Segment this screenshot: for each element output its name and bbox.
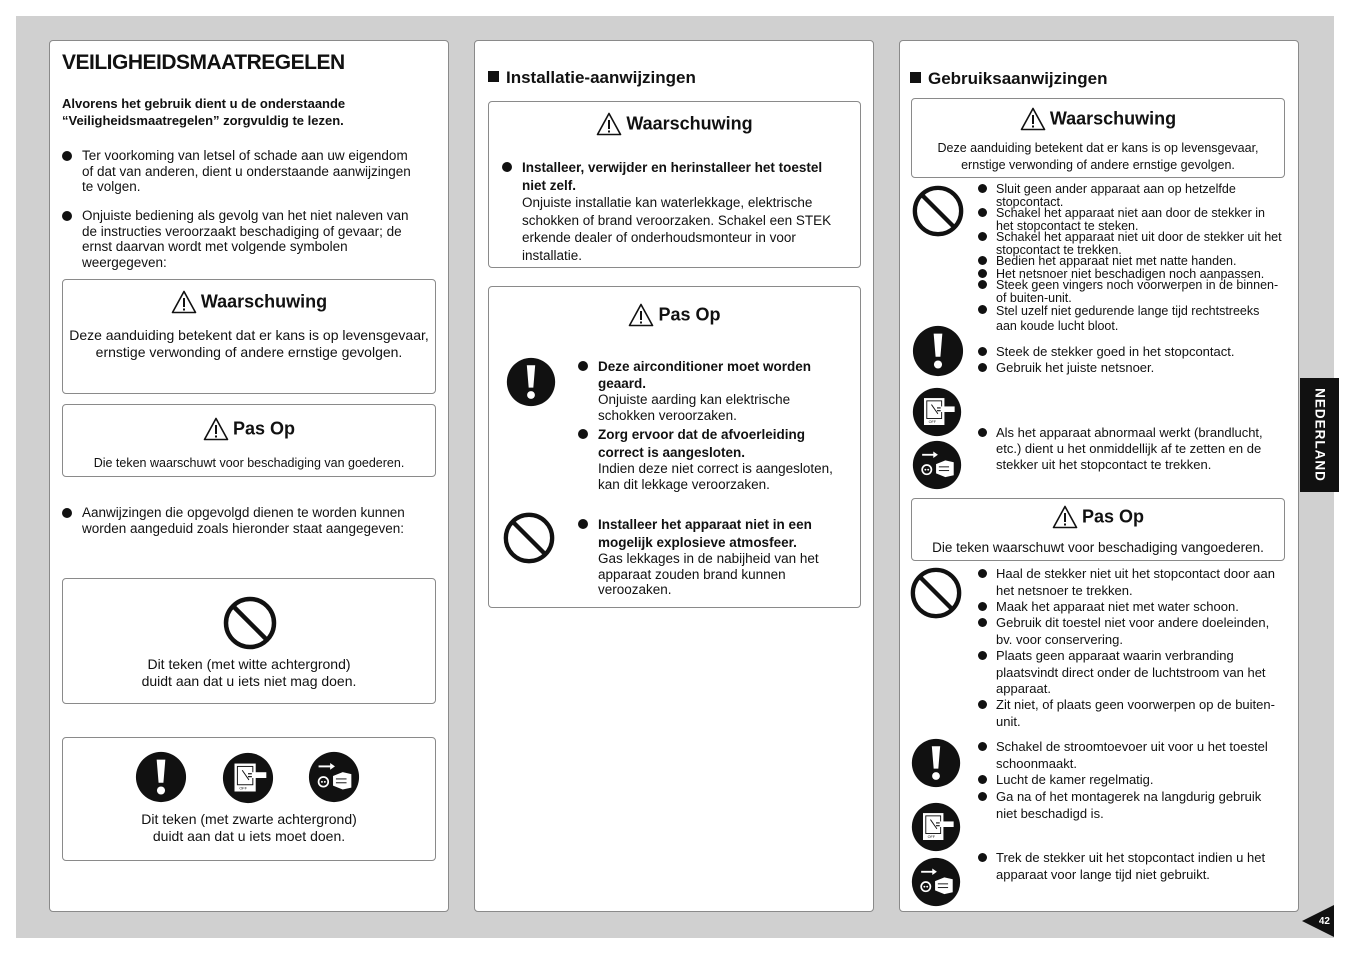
list-item: Schakel de stroomtoevoer uit voor u het toestel schoonmaakt. xyxy=(978,739,1283,772)
warning-triangle-icon xyxy=(596,112,622,136)
intro-text: Alvorens het gebruik dient u de onderstaande “Veiligheidsmaatregelen” zorgvuldig te lezen. xyxy=(62,96,346,128)
warning-legend-box xyxy=(62,279,436,394)
prohibition-icon xyxy=(222,595,278,651)
prohibition-icon xyxy=(911,184,965,238)
bullet-icon xyxy=(978,602,987,611)
bullet-icon xyxy=(978,853,987,862)
section-title-usage: Gebruiksaanwijzingen xyxy=(910,69,1108,89)
list-item: Stel uzelf niet gedurende lange tijd rechtstreeks aan koude lucht bloot. xyxy=(978,304,1283,334)
list-item: Zit niet, of plaats geen voorwerpen op de buiten-unit. xyxy=(978,697,1283,730)
bullet-icon xyxy=(978,775,987,784)
list-item: Steek de stekker goed in het stopcontact. xyxy=(978,344,1283,360)
bullet-icon xyxy=(978,569,987,578)
prohibition-icon xyxy=(909,566,963,620)
usage-panel xyxy=(899,40,1299,912)
list-item: Sluit geen ander apparaat aan op hetzelfde stopcontact. xyxy=(978,183,1283,208)
list-item: Deze airconditioner moet worden geaard. Onjuiste aarding kan elektrische schokken veroorzaken. xyxy=(578,358,843,423)
list-item: Installeer het apparaat niet in een mogelijk explosieve atmosfeer. Gas lekkages in de nabijheid van het apparaat zouden brand kunnen veroozaken. xyxy=(578,516,843,598)
list-item: Onjuiste bediening als gevolg van het niet naleven van de instructies veroorzaakt beschadiging of gevaar; de ernst daarvan wordt met volgende symbolen weergegeven: xyxy=(62,208,422,270)
prohibition-symbol-box xyxy=(62,578,436,704)
mandatory-symbol-text: Dit teken (met zwarte achtergrond) duidt aan dat u iets moet doen. xyxy=(141,811,357,844)
plug-in-icon xyxy=(911,386,963,438)
page-title: VEILIGHEIDSMAATREGELEN xyxy=(62,51,345,74)
warning-triangle-icon xyxy=(203,417,229,441)
bullet-icon xyxy=(978,792,987,801)
caution-heading: Pas Op xyxy=(63,417,435,441)
warning-heading: Waarschuwing xyxy=(912,107,1284,131)
bullet-icon xyxy=(62,151,72,161)
bullet-icon xyxy=(978,347,987,356)
list-item: Gebruik het juiste netsnoer. xyxy=(978,360,1283,376)
bullet-icon xyxy=(978,363,987,372)
list-item: Aanwijzingen die opgevolgd dienen te worden kunnen worden aangeduid zoals hieronder staat aangegeven: xyxy=(62,505,422,536)
plug-in-icon xyxy=(221,751,275,805)
bullet-icon xyxy=(978,208,987,217)
list-item: Haal de stekker niet uit het stopcontact door aan het netsnoer te trekken. xyxy=(978,566,1283,599)
installation-caution-box xyxy=(488,286,861,608)
bullet-icon xyxy=(978,700,987,709)
bullet-icon xyxy=(502,162,512,172)
list-item: Bedien het apparaat niet met natte handen. xyxy=(978,255,1283,268)
warning-legend-text: Deze aanduiding betekent dat er kans is op levensgevaar, ernstige verwonding of andere ernstige gevolgen. xyxy=(937,141,1259,172)
bullet-icon xyxy=(978,742,987,751)
installation-warning-box xyxy=(488,101,861,268)
bullet-icon xyxy=(578,429,588,439)
bullet-icon xyxy=(978,184,987,193)
unplug-icon xyxy=(911,439,963,491)
warning-triangle-icon xyxy=(171,290,197,314)
safety-intro-panel xyxy=(49,40,449,912)
warning-heading: Waarschuwing xyxy=(489,112,860,136)
list-item: Maak het apparaat niet met water schoon. xyxy=(978,599,1283,616)
exclamation-icon xyxy=(911,324,965,378)
list-item: Zorg ervoor dat de afvoerleiding correct is aangesloten. Indien deze niet correct is aangesloten, kan dit lekkage veroorzaken. xyxy=(578,426,843,492)
mandatory-symbol-box xyxy=(62,737,436,861)
list-item: Schakel het apparaat niet uit door de stekker uit het stopcontact te trekken. xyxy=(978,231,1283,256)
prohibition-symbol-text: Dit teken (met witte achtergrond) duidt aan dat u iets niet mag doen. xyxy=(141,656,357,689)
bullet-icon xyxy=(978,428,987,437)
exclamation-icon xyxy=(910,737,962,789)
warning-heading: Waarschuwing xyxy=(63,290,435,314)
exclamation-icon xyxy=(134,750,188,804)
usage-warning-box xyxy=(911,98,1285,178)
page-number: 42 xyxy=(1302,905,1334,937)
square-bullet-icon xyxy=(910,72,921,83)
bullet-icon xyxy=(578,361,588,371)
bullet-icon xyxy=(62,508,72,518)
installation-panel xyxy=(474,40,874,912)
list-item: Lucht de kamer regelmatig. xyxy=(978,772,1283,789)
caution-legend-text: Die teken waarschuwt voor beschadiging van goederen. xyxy=(93,456,405,470)
list-item: Als het apparaat abnormaal werkt (brandlucht, etc.) dient u het onmiddellijk af te zetten en de stekker uit het stopcontact te trekken. xyxy=(978,425,1283,473)
exclamation-icon xyxy=(505,356,557,408)
list-item: Installeer, verwijder en herinstalleer het toestel niet zelf. Onjuiste installatie kan waterlekkage, elektrische schokken of brand veroorzaken. Schakel een STEK erkende dealer of onderhoudsmonteur in voor installatie. xyxy=(502,159,842,264)
list-item: Gebruik dit toestel niet voor andere doeleinden, bv. voor conservering. xyxy=(978,615,1283,648)
bullet-icon xyxy=(978,256,987,265)
bullet-icon xyxy=(978,305,987,314)
usage-caution-box xyxy=(911,498,1285,561)
bullet-icon xyxy=(978,280,987,289)
bullet-icon xyxy=(978,651,987,660)
caution-heading: Pas Op xyxy=(489,303,860,327)
list-item: Ter voorkoming van letsel of schade aan uw eigendom of dat van anderen, dient u onderstaande aanwijzingen te volgen. xyxy=(62,148,422,195)
prohibition-icon xyxy=(502,511,556,565)
caution-heading: Pas Op xyxy=(912,505,1284,529)
caution-legend-box xyxy=(62,404,436,477)
list-item: Ga na of het montagerek na langdurig gebruik niet beschadigd is. xyxy=(978,789,1283,822)
bullet-icon xyxy=(62,211,72,221)
square-bullet-icon xyxy=(488,71,499,82)
bullet-icon xyxy=(978,269,987,278)
warning-triangle-icon xyxy=(628,303,654,327)
bullet-icon xyxy=(978,232,987,241)
list-item: Trek de stekker uit het stopcontact indien u het apparaat voor lange tijd niet gebruikt. xyxy=(978,850,1283,883)
list-item: Het netsnoer niet beschadigen noch aanpassen. xyxy=(978,268,1283,281)
warning-triangle-icon xyxy=(1052,505,1078,529)
list-item: Steek geen vingers noch voorwerpen in de binnen- of buiten-unit. xyxy=(978,279,1283,304)
bullet-icon xyxy=(578,519,588,529)
language-tab: NEDERLAND xyxy=(1300,378,1339,492)
plug-in-icon xyxy=(910,801,962,853)
caution-legend-text: Die teken waarschuwt voor beschadiging vangoederen. xyxy=(932,540,1264,555)
unplug-icon xyxy=(307,750,361,804)
list-item: Plaats geen apparaat waarin verbranding plaatsvindt direct onder de luchtstroom van het apparaat. xyxy=(978,648,1283,698)
warning-triangle-icon xyxy=(1020,107,1046,131)
section-title-installation: Installatie-aanwijzingen xyxy=(488,68,696,88)
bullet-icon xyxy=(978,618,987,627)
unplug-icon xyxy=(910,856,962,908)
list-item: Schakel het apparaat niet aan door de stekker in het stopcontact te steken. xyxy=(978,207,1283,232)
warning-legend-text: Deze aanduiding betekent dat er kans is op levensgevaar, ernstige verwonding of andere ernstige gevolgen. xyxy=(69,327,429,360)
